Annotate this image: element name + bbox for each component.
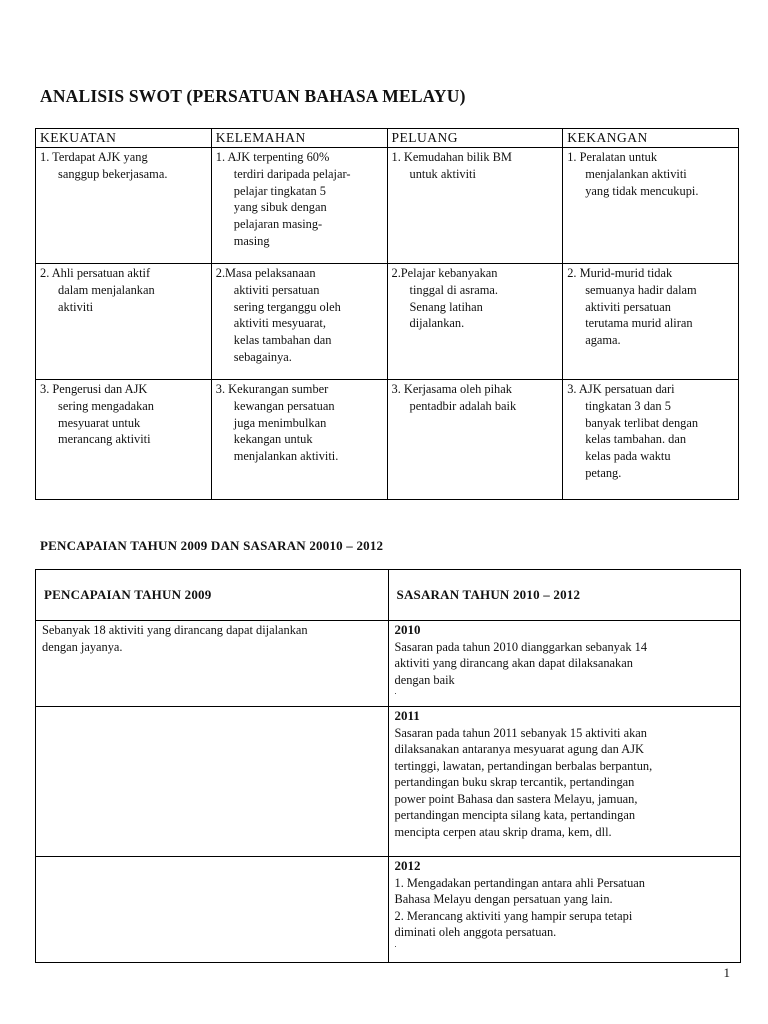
swot-item-first-line: 1. Terdapat AJK yang	[40, 150, 148, 164]
document-title: ANALISIS SWOT (PERSATUAN BAHASA MELAYU)	[40, 86, 466, 106]
swot-cell	[211, 264, 387, 380]
swot-cell	[36, 148, 212, 264]
header-sasaran: SASARAN TAHUN 2010 – 2012	[388, 570, 740, 621]
swot-item-line: sering terganggu oleh	[233, 299, 341, 314]
target-line: dilaksanakan antaranya mesyuarat agung dan AJK	[394, 742, 644, 756]
swot-table	[35, 128, 739, 500]
swot-cell	[36, 380, 212, 500]
swot-item-line: yang sibuk dengan	[233, 200, 327, 215]
swot-item-line: pelajaran masing-	[233, 217, 323, 232]
target-line: Sasaran pada tahun 2010 dianggarkan sebanyak 14	[394, 639, 648, 654]
swot-cell	[211, 380, 387, 500]
header-kelemahan: KELEMAHAN	[211, 129, 387, 148]
target-line: dengan baik	[394, 672, 455, 687]
target-row	[36, 621, 741, 707]
swot-item-first-line: 3. Pengerusi dan AJK	[40, 382, 148, 396]
swot-item-line: sanggup bekerjasama.	[58, 166, 168, 181]
achievement-line: Sebanyak 18 aktiviti yang dirancang dapat dijalankan	[42, 623, 308, 637]
target-line: 2. Merancang aktiviti yang hampir serupa tetapi	[394, 908, 633, 923]
swot-cell	[387, 264, 563, 380]
swot-item-line: pentadbir adalah baik	[409, 398, 517, 413]
target-cell	[388, 621, 740, 707]
swot-item-first-line: 3. Kerjasama oleh pihak	[391, 382, 512, 396]
swot-item-first-line: 3. AJK persatuan dari	[567, 382, 675, 396]
swot-item-first-line: 2. Murid-murid tidak	[567, 266, 673, 280]
swot-header-row	[36, 129, 739, 148]
target-line: pertandingan buku skrap tercantik, pertandingan	[394, 775, 635, 789]
achievement-cell	[36, 857, 389, 963]
target-trailing-dot: .	[394, 687, 397, 696]
header-pencapaian: PENCAPAIAN TAHUN 2009	[36, 570, 389, 621]
target-year: 2012	[394, 858, 421, 873]
swot-cell	[211, 148, 387, 264]
target-line: diminati oleh anggota persatuan.	[394, 925, 557, 939]
header-kekuatan: KEKUATAN	[36, 129, 212, 148]
swot-item-line: menjalankan aktiviti.	[233, 449, 339, 464]
target-cell	[388, 707, 740, 857]
swot-item-line: tingkatan 3 dan 5	[585, 398, 671, 413]
swot-item-first-line: 2. Ahli persatuan aktif	[40, 266, 151, 280]
swot-item-line: kelas tambahan dan	[233, 333, 332, 348]
swot-item-line: sebagainya.	[233, 349, 292, 364]
swot-item-line: petang.	[585, 465, 622, 480]
swot-row	[36, 264, 739, 380]
swot-item-line: aktiviti	[58, 299, 94, 314]
target-line: 1. Mengadakan pertandingan antara ahli Persatuan	[394, 875, 645, 890]
swot-item-first-line: 3. Kekurangan sumber	[215, 382, 329, 396]
target-row	[36, 857, 741, 963]
swot-item-line: juga menimbulkan	[233, 415, 327, 430]
target-trailing-dot: .	[394, 939, 397, 949]
swot-item-line: dalam menjalankan	[58, 282, 155, 297]
perf-header-row	[36, 570, 741, 621]
swot-item-first-line: 1. Peralatan untuk	[567, 150, 658, 164]
header-kekangan: KEKANGAN	[563, 129, 739, 148]
swot-item-line: terutama murid aliran	[585, 316, 693, 331]
swot-item-line: aktiviti mesyuarat,	[233, 316, 326, 331]
swot-item-line: kekangan untuk	[233, 432, 313, 447]
swot-cell	[563, 148, 739, 264]
header-peluang: PELUANG	[387, 129, 563, 148]
swot-row	[36, 148, 739, 264]
swot-cell	[563, 264, 739, 380]
target-row	[36, 707, 741, 857]
swot-item-line: menjalankan aktiviti	[585, 166, 687, 181]
swot-cell	[563, 380, 739, 500]
swot-row	[36, 380, 739, 500]
swot-cell	[387, 148, 563, 264]
swot-cell	[36, 264, 212, 380]
target-line: Bahasa Melayu dengan persatuan yang lain.	[394, 892, 613, 906]
swot-item-line: kewangan persatuan	[233, 398, 335, 413]
achievement-cell	[36, 707, 389, 857]
swot-item-line: agama.	[585, 333, 621, 348]
swot-item-line: merancang aktiviti	[58, 432, 151, 447]
swot-item-first-line: 1. AJK terpenting 60%	[215, 150, 330, 164]
swot-item-first-line: 1. Kemudahan bilik BM	[391, 150, 512, 164]
swot-item-line: untuk aktiviti	[409, 166, 476, 181]
target-year: 2011	[394, 708, 420, 723]
swot-item-line: aktiviti persatuan	[585, 299, 671, 314]
target-line: mencipta cerpen atau skrip drama, kem, dll.	[394, 824, 612, 839]
achievement-cell	[36, 621, 389, 707]
swot-item-line: mesyuarat untuk	[58, 415, 141, 430]
target-year: 2010	[394, 622, 421, 637]
target-line: aktiviti yang dirancang akan dapat dilaksanakan	[394, 656, 633, 670]
target-line: power point Bahasa dan sastera Melayu, jamuan,	[394, 791, 638, 806]
swot-item-line: kelas pada waktu	[585, 449, 671, 464]
swot-cell	[387, 380, 563, 500]
achievement-target-table	[35, 569, 741, 963]
swot-item-line: dijalankan.	[409, 316, 465, 331]
target-line: pertandingan mencipta silang kata, pertandingan	[394, 808, 636, 822]
swot-item-first-line: 2.Pelajar kebanyakan	[391, 266, 498, 280]
swot-item-line: tinggal di asrama.	[409, 282, 498, 297]
swot-item-first-line: 2.Masa pelaksanaan	[215, 266, 316, 280]
swot-item-line: banyak terlibat dengan	[585, 415, 699, 430]
swot-item-line: aktiviti persatuan	[233, 282, 320, 297]
swot-item-line: terdiri daripada pelajar-	[233, 166, 351, 181]
swot-item-line: Senang latihan	[409, 299, 483, 314]
swot-item-line: sering mengadakan	[58, 398, 154, 413]
swot-item-line: yang tidak mencukupi.	[585, 183, 699, 198]
swot-item-line: pelajar tingkatan 5	[233, 183, 326, 198]
swot-item-line: semuanya hadir dalam	[585, 282, 697, 297]
target-cell	[388, 857, 740, 963]
target-line: tertinggi, lawatan, pertandingan berbalas berpantun,	[394, 758, 653, 773]
swot-item-line: masing	[233, 233, 270, 248]
achievement-line: dengan jayanya.	[42, 639, 123, 654]
target-line: Sasaran pada tahun 2011 sebanyak 15 aktiviti akan	[394, 725, 647, 740]
swot-item-line: kelas tambahan. dan	[585, 432, 687, 447]
page-number: 1	[723, 965, 730, 980]
section-heading-pencapaian: PENCAPAIAN TAHUN 2009 DAN SASARAN 20010 – 2012	[40, 538, 384, 553]
